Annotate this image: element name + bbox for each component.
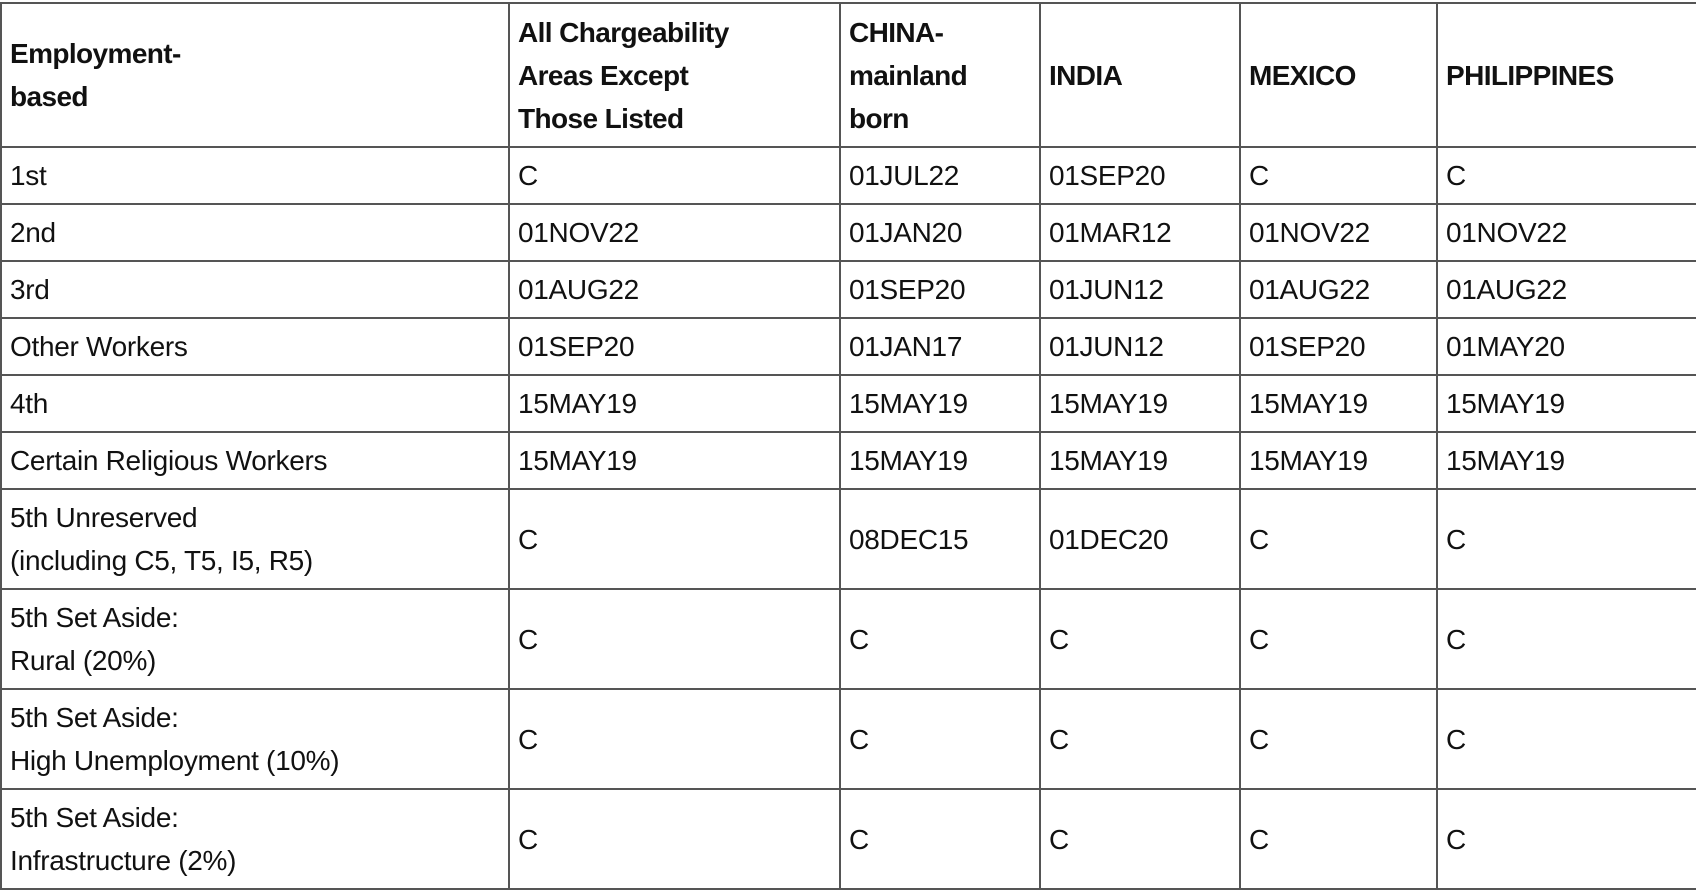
date-cell: 15MAY19 [1040,432,1240,489]
date-cell: 01DEC20 [1040,489,1240,589]
date-cell: 15MAY19 [1437,432,1696,489]
column-header-category: Employment- based [1,3,509,147]
date-cell: C [840,689,1040,789]
row-category-cell: Other Workers [1,318,509,375]
date-cell: C [1040,689,1240,789]
table-row [1,789,1696,889]
row-category-cell: 5th Set Aside: Infrastructure (2%) [1,789,509,889]
date-cell: 15MAY19 [840,432,1040,489]
date-cell: 01SEP20 [509,318,840,375]
date-cell: C [1040,789,1240,889]
date-cell: C [1437,489,1696,589]
table-row [1,204,1696,261]
date-cell: C [1040,589,1240,689]
date-cell: C [509,789,840,889]
row-category-cell: 4th [1,375,509,432]
final-action-dates-table [0,2,1696,890]
date-cell: 15MAY19 [840,375,1040,432]
date-cell: 01AUG22 [1240,261,1437,318]
date-cell: 01SEP20 [840,261,1040,318]
date-cell: 15MAY19 [1240,375,1437,432]
row-category-cell: 5th Unreserved (including C5, T5, I5, R5) [1,489,509,589]
date-cell: 01NOV22 [1437,204,1696,261]
table-row [1,489,1696,589]
date-cell: C [1240,147,1437,204]
date-cell: 08DEC15 [840,489,1040,589]
date-cell: 01AUG22 [509,261,840,318]
date-cell: C [1437,589,1696,689]
date-cell: 01SEP20 [1240,318,1437,375]
row-category-cell: 5th Set Aside: Rural (20%) [1,589,509,689]
table-row [1,147,1696,204]
table-row [1,689,1696,789]
date-cell: C [509,689,840,789]
date-cell: C [1240,489,1437,589]
date-cell: 01NOV22 [1240,204,1437,261]
date-cell: C [1437,789,1696,889]
table-row [1,261,1696,318]
row-category-cell: 2nd [1,204,509,261]
row-category-cell: 1st [1,147,509,204]
column-header-mexico: MEXICO [1240,3,1437,147]
date-cell: 15MAY19 [1040,375,1240,432]
column-header-china: CHINA- mainland born [840,3,1040,147]
table-row [1,589,1696,689]
row-category-cell: Certain Religious Workers [1,432,509,489]
header-row [1,3,1696,147]
date-cell: 01JAN20 [840,204,1040,261]
date-cell: 01JUN12 [1040,318,1240,375]
date-cell: 15MAY19 [1240,432,1437,489]
row-category-cell: 3rd [1,261,509,318]
date-cell: 01MAY20 [1437,318,1696,375]
column-header-all-chargeability: All Chargeability Areas Except Those Listed [509,3,840,147]
table-row [1,375,1696,432]
date-cell: C [840,789,1040,889]
table-row [1,432,1696,489]
date-cell: 01MAR12 [1040,204,1240,261]
date-cell: C [509,589,840,689]
table-row [1,318,1696,375]
date-cell: C [840,589,1040,689]
date-cell: C [1240,589,1437,689]
date-cell: 15MAY19 [509,375,840,432]
date-cell: C [1240,689,1437,789]
date-cell: 01JUN12 [1040,261,1240,318]
row-category-cell: 5th Set Aside: High Unemployment (10%) [1,689,509,789]
date-cell: 15MAY19 [509,432,840,489]
date-cell: C [509,147,840,204]
column-header-philippines: PHILIPPINES [1437,3,1696,147]
date-cell: C [1437,147,1696,204]
date-cell: 15MAY19 [1437,375,1696,432]
date-cell: C [1437,689,1696,789]
date-cell: 01AUG22 [1437,261,1696,318]
column-header-india: INDIA [1040,3,1240,147]
date-cell: 01JAN17 [840,318,1040,375]
date-cell: 01NOV22 [509,204,840,261]
date-cell: C [509,489,840,589]
date-cell: 01JUL22 [840,147,1040,204]
date-cell: C [1240,789,1437,889]
date-cell: 01SEP20 [1040,147,1240,204]
